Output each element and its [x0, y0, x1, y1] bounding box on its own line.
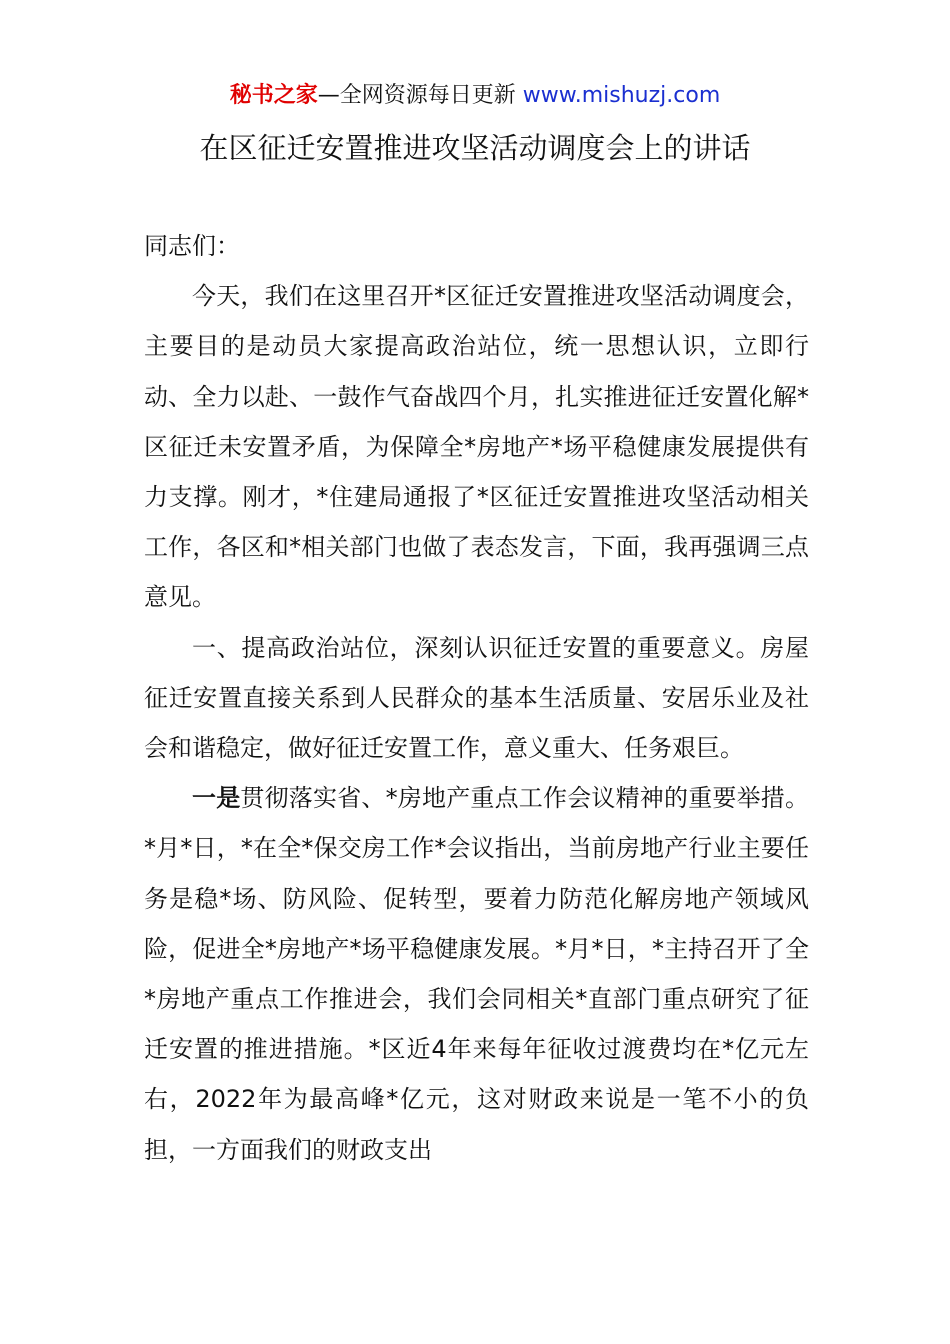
document-title: 在区征迁安置推进攻坚活动调度会上的讲话: [199, 131, 751, 165]
paragraph-section-one: 一、提高政治站位，深刻认识征迁安置的重要意义。房屋征迁安置直接关系到人民群众的基本生活质量、安居乐业及社会和谐稳定，做好征迁安置工作，意义重大、任务艰巨。: [144, 633, 809, 763]
point-one-lead: 一是: [192, 784, 241, 813]
salutation: 同志们：: [144, 232, 240, 260]
paragraph-opening: 今天，我们在这里召开*区征迁安置推进攻坚活动调度会，主要目的是动员大家提高政治站位，统一思想认识，立即行动、全力以赴、一鼓作气奋战四个月，扎实推进征迁安置化解*区征迁未安置矛盾，为保障全*房地产*场平稳健康发展提供有力支撑。刚才，*住建局通报了*区征迁安置推进攻坚活动相关工作，各区和*相关部门也做了表态发言，下面，我再强调三点意见。: [144, 282, 809, 612]
paragraph-point-one: [144, 773, 809, 1175]
site-header: [0, 80, 950, 112]
site-name: 秘书之家: [229, 83, 318, 108]
point-one-text: 贯彻落实省、*房地产重点工作会议精神的重要举措。*月*日，*在全*保交房工作*会议指出，当前房地产行业主要任务是稳*场、防风险、促转型，要着力防范化解房地产领域风险，促进全*房地产*场平稳健康发展。*月*日，*主持召开了全*房地产重点工作推进会，我们会同相关*直部门重点研究了征迁安置的推进措施。*区近4年来每年征收过渡费均在*亿元左右，2022年为最高峰*亿元，这对财政来说是一笔不小的负担，一方面我们的财政支出: [144, 784, 810, 1164]
site-tagline: —全网资源每日更新: [317, 83, 516, 108]
document-body: [144, 221, 809, 1175]
site-url-link[interactable]: www.mishuzj.com: [522, 83, 721, 108]
